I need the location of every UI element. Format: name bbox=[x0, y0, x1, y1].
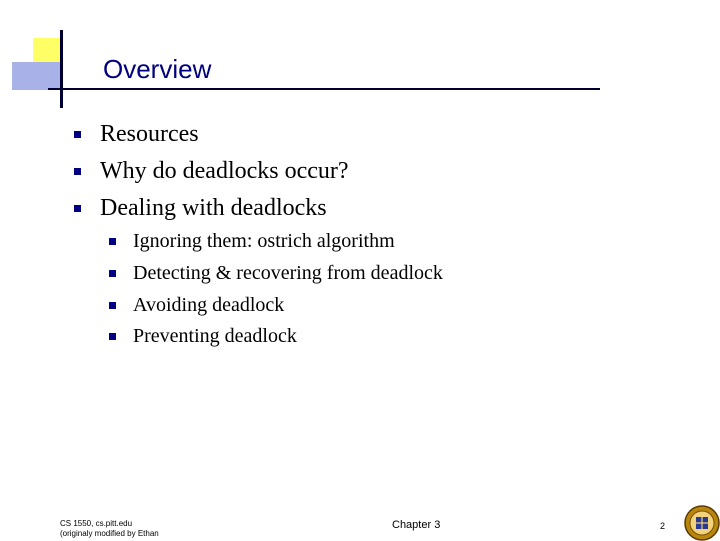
sub-bullet-label: Detecting & recovering from deadlock bbox=[133, 262, 443, 284]
bullet-square-icon bbox=[74, 131, 81, 138]
bullet-item bbox=[74, 195, 327, 222]
sub-bullet-label: Preventing deadlock bbox=[133, 325, 297, 347]
sub-bullet-label: Ignoring them: ostrich algorithm bbox=[133, 230, 395, 252]
sub-bullet-item bbox=[109, 230, 395, 253]
sub-bullet-item bbox=[109, 294, 284, 317]
bullet-label: Dealing with deadlocks bbox=[100, 195, 327, 221]
bullet-square-icon bbox=[109, 238, 116, 245]
bullet-square-icon bbox=[74, 205, 81, 212]
footer-page-number: 2 bbox=[660, 521, 666, 531]
footer-course-line1: CS 1550, cs.pitt.edu bbox=[60, 519, 133, 528]
bullet-label: Why do deadlocks occur? bbox=[100, 158, 349, 184]
bullet-square-icon bbox=[109, 333, 116, 340]
footer-course-line2: (originaly modified by Ethan bbox=[60, 529, 159, 538]
bullet-label: Resources bbox=[100, 121, 199, 147]
decor-blue-square bbox=[12, 62, 60, 90]
sub-bullet-label: Avoiding deadlock bbox=[133, 294, 285, 316]
footer-course bbox=[60, 519, 159, 539]
sub-bullet-item bbox=[109, 325, 297, 348]
bullet-square-icon bbox=[109, 270, 116, 277]
university-seal-icon bbox=[684, 505, 720, 541]
sub-bullet-item bbox=[109, 262, 443, 285]
slide-title: Overview bbox=[103, 54, 212, 84]
bullet-item bbox=[74, 121, 199, 148]
decor-vertical-line bbox=[60, 30, 63, 108]
bullet-square-icon bbox=[74, 168, 81, 175]
bullet-item bbox=[74, 158, 349, 185]
decor-horizontal-line bbox=[48, 88, 600, 90]
bullet-square-icon bbox=[109, 302, 116, 309]
footer-chapter: Chapter 3 bbox=[392, 519, 441, 531]
